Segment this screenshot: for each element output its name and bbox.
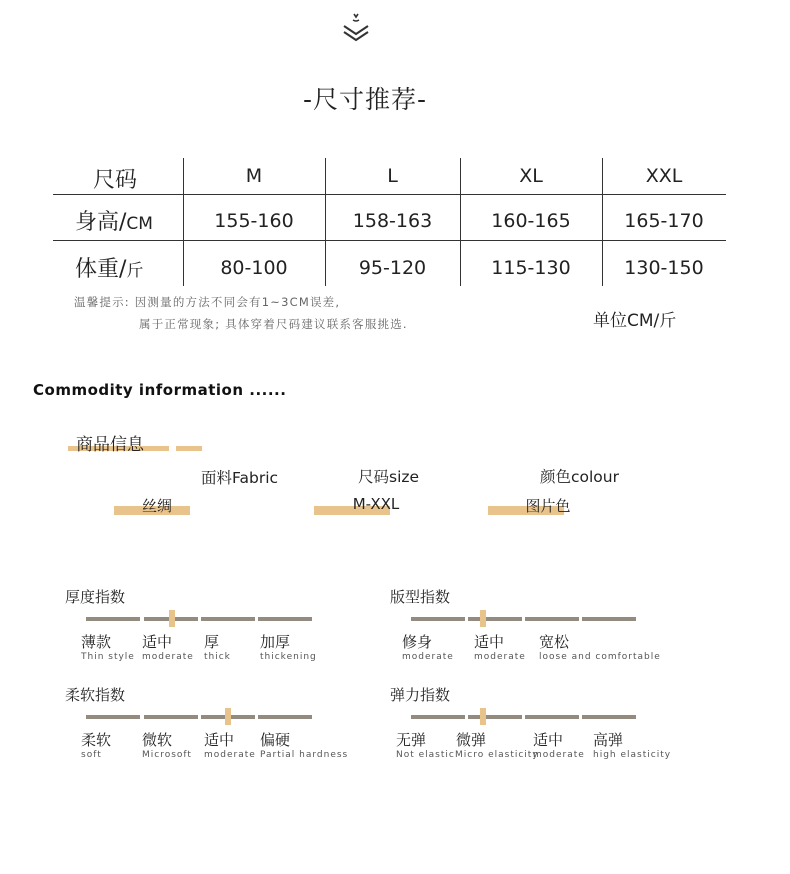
table-cell: 95-120 <box>358 257 427 279</box>
scale-segment <box>525 715 579 719</box>
scale-segment <box>258 617 312 621</box>
option-label: 微软 <box>142 731 173 749</box>
option-label-en: moderate <box>402 652 454 662</box>
elasticity-index-title: 弹力指数 <box>390 686 451 704</box>
option-label: 偏硬 <box>260 731 291 749</box>
table-cell: 80-100 <box>220 257 288 279</box>
option-label-en: moderate <box>204 750 256 760</box>
thickness-index-title: 厚度指数 <box>65 588 126 606</box>
table-cell: 115-130 <box>491 257 571 279</box>
accent-bar <box>176 446 202 451</box>
option-label-en: moderate <box>474 652 526 662</box>
row-label-height: 身高/CM <box>75 210 153 235</box>
scale-segment <box>582 617 636 621</box>
table-cell: 158-163 <box>352 210 433 232</box>
fabric-value: 丝绸 <box>141 497 172 515</box>
table-cell: 155-160 <box>214 210 294 232</box>
scale-segment <box>411 617 465 621</box>
option-label: 高弹 <box>593 731 624 749</box>
table-header-xl: XL <box>519 165 543 187</box>
option-label: 厚 <box>204 633 220 651</box>
fit-index-title: 版型指数 <box>390 588 451 606</box>
double-chevron-down-icon <box>343 12 369 42</box>
option-label: 薄款 <box>81 633 112 651</box>
scale-segment <box>411 715 465 719</box>
option-label-en: moderate <box>533 750 585 760</box>
option-label: 适中 <box>474 633 505 651</box>
size-value: M-XXL <box>352 495 400 513</box>
commodity-heading: Commodity information ...... <box>33 381 287 399</box>
product-info-title: 商品信息 <box>76 435 144 455</box>
scale-segment <box>86 617 140 621</box>
scale-segment <box>525 617 579 621</box>
thickness-marker <box>169 610 175 627</box>
table-cell: 165-170 <box>624 210 704 232</box>
option-label-en: high elasticity <box>593 750 672 760</box>
unit-label: 单位CM/斤 <box>593 311 677 331</box>
page-title: -尺寸推荐- <box>302 85 428 114</box>
option-label-en: Partial hardness <box>260 750 349 760</box>
measurement-note: 属于正常现象; 具体穿着尺码建议联系客服挑选. <box>139 317 408 331</box>
measurement-note: 温馨提示: 因测量的方法不同会有1~3CM误差, <box>74 295 341 309</box>
option-label-en: Micro elasticity <box>455 750 539 760</box>
table-cell: 160-165 <box>491 210 571 232</box>
option-label-en: soft <box>81 750 102 760</box>
scale-segment <box>468 617 522 621</box>
table-divider <box>53 240 726 241</box>
option-label-en: loose and comfortable <box>539 652 661 662</box>
option-label: 加厚 <box>260 633 291 651</box>
size-table <box>53 158 726 286</box>
scale-segment <box>86 715 140 719</box>
size-label: 尺码size <box>358 468 420 486</box>
table-header-xxl: XXL <box>645 165 683 187</box>
option-label-en: Microsoft <box>142 750 192 760</box>
option-label-en: thickening <box>260 652 317 662</box>
row-label-weight: 体重/斤 <box>75 257 144 282</box>
option-label: 柔软 <box>81 731 112 749</box>
table-divider <box>53 194 726 195</box>
colour-label: 颜色colour <box>540 468 619 486</box>
elasticity-marker <box>480 708 486 725</box>
table-header-size: 尺码 <box>93 168 138 193</box>
scale-segment <box>201 617 255 621</box>
option-label-en: Thin style <box>81 652 135 662</box>
scale-segment <box>144 715 198 719</box>
scale-segment <box>468 715 522 719</box>
scale-segment <box>582 715 636 719</box>
option-label-en: thick <box>204 652 231 662</box>
option-label: 适中 <box>533 731 564 749</box>
table-cell: 130-150 <box>624 257 704 279</box>
fit-marker <box>480 610 486 627</box>
option-label: 适中 <box>142 633 173 651</box>
option-label: 宽松 <box>539 633 570 651</box>
softness-marker <box>225 708 231 725</box>
option-label: 适中 <box>204 731 235 749</box>
option-label-en: Not elastic <box>396 750 455 760</box>
fabric-label: 面料Fabric <box>201 469 279 487</box>
table-header-l: L <box>387 165 398 187</box>
option-label: 微弹 <box>456 731 487 749</box>
option-label: 无弹 <box>396 731 427 749</box>
table-header-m: M <box>245 165 263 187</box>
softness-index-title: 柔软指数 <box>65 686 126 704</box>
colour-value: 图片色 <box>525 497 571 515</box>
option-label-en: moderate <box>142 652 194 662</box>
option-label: 修身 <box>402 633 433 651</box>
scale-segment <box>258 715 312 719</box>
